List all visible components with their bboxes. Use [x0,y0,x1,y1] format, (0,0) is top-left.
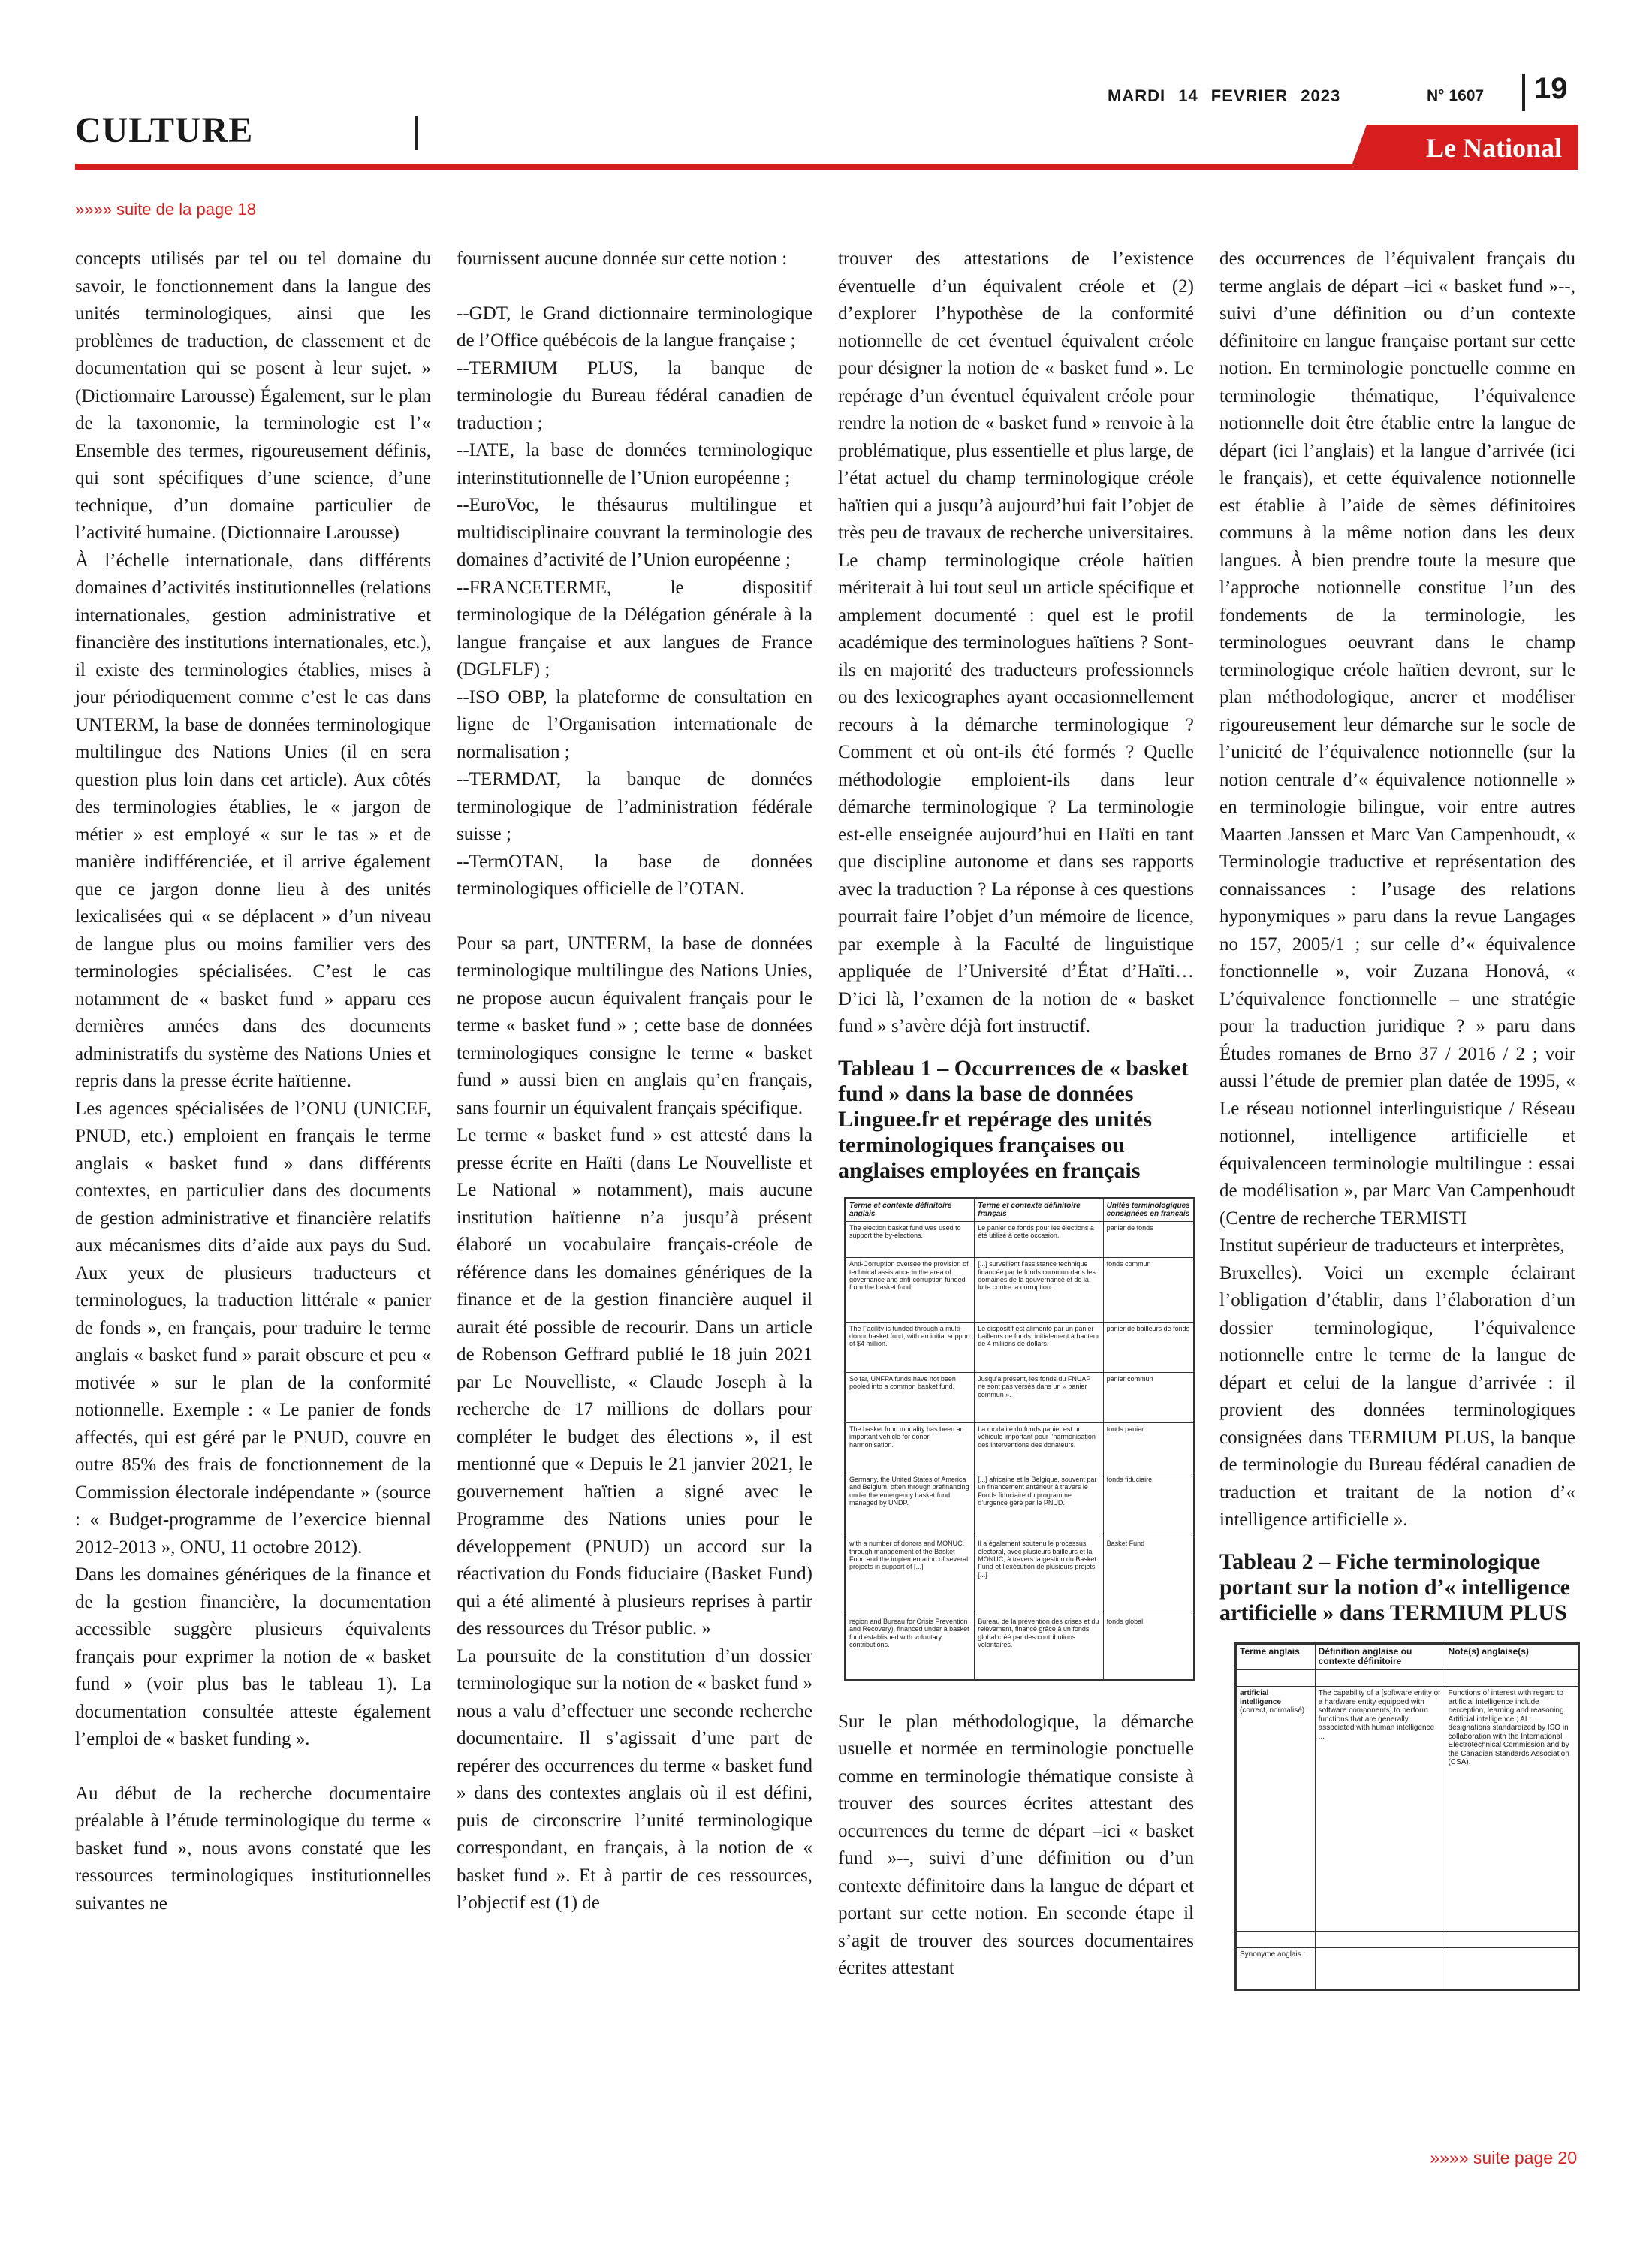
table-row [846,1422,1194,1473]
french-term-cell: panier de fonds [1103,1221,1193,1258]
paragraph-gap [75,1754,431,1781]
english-context-cell: So far, UNFPA funds have not been pooled into a common basket fund. [846,1372,975,1422]
table-header-cell: Terme anglais [1237,1644,1316,1670]
table-header-cell: Terme et contexte définitoire français [975,1199,1103,1221]
table-1-figure [844,1197,1195,1681]
resource-item: --EuroVoc, le thésaurus multilingue et multidisciplinaire couvrant la terminologie des domaines d’activité de l’Union européenne ; [457,495,812,570]
french-term-cell: panier de bailleurs de fonds [1103,1322,1193,1372]
english-context-cell: with a number of donors and MONUC, through management of the Basket Fund and the implementation of several projects in support of [...] [846,1537,975,1615]
empty-cell [1237,1931,1316,1947]
table-header-row [1237,1644,1578,1670]
paragraph: Dans les domaines génériques de la finance et de la gestion financière, la documentation accessible suggère plusieurs équivalents français pour exprimer la notion de « basket fund » (voir plus bas le tableau 1). La documentation consultée atteste également l’emploi de « basket funding ». [75,1564,431,1749]
paragraph: des occurrences de l’équivalent français du terme anglais de départ –ici « basket fund »--, suivi d’une définition ou d’un contexte définitoire en langue française portant sur cette notion. En terminologie ponctuelle comme en terminologie thématique, l’équivalence notionnelle doit être établie entre la langue de départ (ici l’anglais) et la langue d’arrivée (ici le français), et cette équivalence notionnelle est établie à l’aide de sèmes définitoires communs à la même notion dans les deux langues. À bien prendre toute la mesure que l’approche notionnelle constitue l’un des fondements de la terminologie, les terminologues oeuvrant dans le champ terminologique créole haïtien devront, sur le plan méthodologique, ancrer et modéliser rigoureusement leur démarche sur le socle de l’unicité de l’équivalence notionnelle (sur la notion centrale d’« équivalence notionnelle » en terminologie bilingue, voir entre autres Maarten Janssen et Marc Van Campenhoudt, « Terminologie traductive et représentation des connaissances : l’usage des relations hyponymiques » paru dans la revue Langages no 157, 2005/1 ; sur celle d’« équivalence fonctionnelle », voir Zuzana Honová, « L’équivalence fonctionnelle – une stratégie pour la traduction juridique ? » paru dans Études romanes de Brno 37 / 2016 / 2 ; voir aussi l’étude de premier plan datée de 1995, « Le réseau notionnel interlinguistique / Réseau notionnel, intelligence artificielle et équivalenceen terminologie multilingue : essai de modélisation », par Marc Van Campenhoudt (Centre de recherche TERMISTI [1219,249,1575,1229]
definition-cell: The capability of a [software entity or a hardware entity equipped with software components] to perform functions that are generally associated with human intelligence ... [1315,1687,1445,1932]
issue-number: N° 1607 [1427,87,1485,104]
english-context-cell: The election basket fund was used to support the by-elections. [846,1221,975,1258]
page-number: 19 [1534,72,1568,105]
empty-cell [1315,1670,1445,1687]
article-column-3 [838,246,1194,1983]
french-context-cell: [...] africaine et la Belgique, souvent par un financement antérieur à travers le Fonds fiduciaire du programme d’urgence géré par le PNUD. [975,1473,1103,1537]
paragraph: concepts utilisés par tel ou tel domaine du savoir, le fonctionnement dans la langue des unités terminologiques, ainsi que les problèmes de traduction, de classement et de documentation qui se posent à leur sujet. » (Dictionnaire Larousse) Également, sur le plan de la taxonomie, la terminologie est l’« Ensemble des termes, rigoureusement définis, qui sont spécifiques d’une science, d’une technique, d’un domaine particulier de l’activité humaine. (Dictionnaire Larousse) [75,249,431,543]
article-column-4 [1219,246,1575,1991]
empty-cell [1445,1947,1578,1989]
french-context-cell: Jusqu’à présent, les fonds du FNUAP ne sont pas versés dans un « panier commun ». [975,1372,1103,1422]
french-context-cell: Le panier de fonds pour les élections a été utilisé à cette occasion. [975,1221,1103,1258]
table-header-cell: Unités terminologiques consignées en français [1103,1199,1193,1221]
table-1 [846,1199,1194,1680]
french-term-cell: fonds commun [1103,1258,1193,1322]
english-context-cell: The Facility is funded through a multi-donor basket fund, with an initial support of $4 million. [846,1322,975,1372]
table-row [846,1372,1194,1422]
english-context-cell: The basket fund modality has been an important vehicle for donor harmonisation. [846,1422,975,1473]
table-header-row [846,1199,1194,1221]
table-header-cell: Définition anglaise ou contexte définitoire [1315,1644,1445,1670]
french-term-cell: fonds fiduciaire [1103,1473,1193,1537]
french-context-cell: La modalité du fonds panier est un véhicule important pour l’harmonisation des interventions des donateurs. [975,1422,1103,1473]
term-cell [1237,1687,1316,1932]
empty-cell [1237,1670,1316,1687]
article-column-1 [75,246,431,1917]
empty-cell [1445,1670,1578,1687]
empty-cell [1315,1931,1445,1947]
table-row [846,1473,1194,1537]
table-row [846,1258,1194,1322]
french-term-cell: panier commun [1103,1372,1193,1422]
table-2-caption: Tableau 2 – Fiche terminologique portant sur la notion d’« intelligence artificielle » dans TERMIUM PLUS [1219,1549,1570,1625]
resource-item: --IATE, la base de données terminologique interinstitutionnelle de l’Union européenne ; [457,440,812,488]
page-number-divider [1522,74,1525,111]
french-context-cell: Bureau de la prévention des crises et du relèvement, financé grâce à un fonds global créé par des contributions volontaires. [975,1615,1103,1679]
title-divider [415,116,418,150]
table-1-caption: Tableau 1 – Occurrences de « basket fund » dans la base de données Linguee.fr et repérage des unités terminologiques françaises ou anglaises employées en français [838,1055,1189,1183]
table-row [1237,1670,1578,1687]
resource-item: --FRANCETERME, le dispositif terminologique de la Délégation générale à la langue française et aux langues de France (DGLFLF) ; [457,577,812,680]
table-row [846,1615,1194,1679]
french-term-cell: fonds global [1103,1615,1193,1679]
resource-item: --TERMIUM PLUS, la banque de terminologie du Bureau fédéral canadien de traduction ; [457,357,812,433]
empty-cell [1445,1931,1578,1947]
continued-to-link[interactable]: »»»» suite page 20 [1430,2148,1577,2167]
english-context-cell: Germany, the United States of America and Belgium, often through prefinancing under the emergency basket fund managed by UNDP. [846,1473,975,1537]
paragraph: Le terme « basket fund » est attesté dans la presse écrite en Haïti (dans Le Nouvelliste et Le National » notamment), mais aucune institution haïtienne n’a jusqu’à présent élaboré un vocabulaire français-créole de référence dans les domaines génériques de la finance et de la gestion financière auquel il aurait été possible de recourir. Dans un article de Robenson Geffrard publié le 18 juin 2021 par Le Nouvelliste, « Claude Joseph à la recherche de 17 millions de dollars pour compléter le budget des élections », il est mentionné que « Depuis le 21 janvier 2021, le gouvernement haïtien a signé avec le Programme des Nations unies pour le développement (PNUD) un accord sur la réactivation du Fonds fiduciaire (Basket Fund) qui a été alimenté à plusieurs reprises à partir des ressources du Trésor public. » [457,1125,812,1639]
paragraph: À l’échelle internationale, dans différents domaines d’activités institutionnelles (relations internationales, gestion administrative et financière des institutions internationales, etc.), il existe des terminologies établies, mises à jour périodiquement comme c’est le cas dans UNTERM, la base de données terminologique multilingue des Nations Unies (il en sera question plus loin dans cet article). Aux côtés des terminologies établies, le « jargon de métier » est employé « sur le tas » et de manière indifférenciée, et il arrive également que ce jargon donne lieu à des unités lexicalisées qui « se déplacent » d’un niveau de langue plus ou moins familier vers des terminologies spécialisées. C’est le cas notamment de « basket fund » apparu ces dernières années dans des documents administratifs du système des Nations Unies et repris dans la presse écrite haïtienne. [75,550,431,1091]
french-term-cell: Basket Fund [1103,1537,1193,1615]
resource-item: --ISO OBP, la plateforme de consultation en ligne de l’Organisation internationale de normalisation ; [457,686,812,762]
article-column-2 [457,246,812,1917]
english-context-cell: region and Bureau for Crisis Prevention and Recovery), financed under a basket fund established with voluntary contributions. [846,1615,975,1679]
paragraph: Au début de la recherche documentaire préalable à l’étude terminologique du terme « basket fund », nous avons constaté que les ressources terminologiques institutionnelles suivantes ne [75,1783,431,1914]
term-name: artificial intelligence [1240,1689,1282,1706]
paragraph: Institut supérieur de traducteurs et interprètes, [1219,1235,1565,1256]
french-term-cell: fonds panier [1103,1422,1193,1473]
english-context-cell: Anti-Corruption oversee the provision of technical assistance in the area of governance and anti-corruption funded from the basket fund. [846,1258,975,1322]
table-header-cell: Note(s) anglaise(s) [1445,1644,1578,1670]
table-row [1237,1687,1578,1932]
paragraph: La poursuite de la constitution d’un dossier terminologique sur la notion de « basket fund » nous a valu d’effectuer une seconde recherche documentaire. Il s’agissait d’une part de repérer des occurrences du terme « basket fund » dans des contextes anglais où il est défini, puis de circonscrire l’unité terminologique correspondant, en français, à la notion de « basket fund ». Et à partir de ces ressources, l’objectif est (1) de [457,1645,812,1913]
table-2 [1236,1644,1578,1989]
brand-name: Le National [1425,133,1562,163]
paragraph: fournissent aucune donnée sur cette notion : [457,249,788,269]
paragraph: Pour sa part, UNTERM, la base de données terminologique multilingue des Nations Unies, ne propose aucun équivalent français pour le terme « basket fund » ; cette base de données terminologiques consigne le terme « basket fund » aussi bien en anglais qu’en français, sans fournir un équivalent français spécifique. [457,933,812,1118]
paragraph: Les agences spécialisées de l’ONU (UNICEF, PNUD, etc.) emploient en français le terme anglais « basket fund » dans différents contextes, en particulier dans des documents de gestion administrative et financière relatifs aux mécanismes dits d’aide aux pays du Sud. Aux yeux de plusieurs traducteurs et terminologues, la traduction littérale « panier de fonds », en français, pour traduire le terme anglais « basket fund » parait obscure et peu « motivée » sur le plan de la conformité notionnelle. Exemple : « Le panier de fonds affectés, qui est géré par le PNUD, couvre en outre 85% des frais de fonctionnement de la Commission électorale indépendante » (source : « Budget-programme de l’exercice biennal 2012-2013 », ONU, 11 octobre 2012). [75,1098,431,1558]
paragraph-gap [838,1681,1194,1709]
empty-cell [1315,1947,1445,1989]
paragraph: Bruxelles). Voici un exemple éclairant l’obligation d’établir, dans l’élaboration d’un dossier terminologique, l’équivalence notionnelle entre le terme de la langue de départ et celui de la langue d’arrivée : il provient des données terminologiques consignées dans TERMIUM PLUS, la banque de terminologie du Bureau fédéral canadien de traduction et traitant de la notion d’« intelligence artificielle ». [1219,1262,1575,1530]
paragraph-gap [457,903,812,930]
term-status: (correct, normalisé) [1240,1706,1305,1715]
french-context-cell: [...] surveillent l’assistance technique financée par le fonds commun dans les domaines de la gouvernance et de la lutte contre la corruption. [975,1258,1103,1322]
table-row [1237,1931,1578,1947]
notes-cell: Functions of interest with regard to artificial intelligence include perception, learning and reasoning. Artificial intelligence ; AI : designations standardized by ISO in collaboration with the International Electrotechnical Commission and by the Canadian Standards Association (CSA). [1445,1687,1578,1932]
table-row [846,1221,1194,1258]
table-row [846,1322,1194,1372]
table-header-cell: Terme et contexte définitoire anglais [846,1199,975,1221]
synonym-label-cell: Synonyme anglais : [1237,1947,1316,1989]
table-row [1237,1947,1578,1989]
paragraph: Sur le plan méthodologique, la démarche usuelle et normée en terminologie ponctuelle comme en terminologie thématique consiste à trouver des sources écrites attestant des occurrences du terme de départ –ici « basket fund »--, suivi d’une définition ou d’un contexte définitoire dans la langue de départ et portant sur cette notion. En seconde étape il s’agit de trouver des sources documentaires écrites attestant [838,1711,1194,1978]
paragraph: trouver des attestations de l’existence éventuelle d’un équivalent créole et (2) d’explorer l’hypothèse de la conformité notionnelle de cet éventuel équivalent créole pour désigner la notion de « basket fund ». Le repérage d’un éventuel équivalent créole pour rendre la notion de « basket fund » renvoie à la problématique, plus essentielle et plus large, de l’état actuel du champ terminologique créole haïtien qui a jusqu’à aujourd’hui fait l’objet de très peu de travaux de recherche universitaires. Le champ terminologique créole haïtien mériterait à lui tout seul un article spécifique et amplement documenté : quel est le profil académique des terminologues haïtiens ? Sont-ils en majorité des traducteurs professionnels ou des lexicographes ayant occasionnellement recours à la démarche terminologique ? Comment et où ont-ils été formés ? Quelle méthodologie emploient-ils dans leur démarche terminologique ? La terminologie est-elle enseignée aujourd’hui en Haïti en tant que discipline autonome et dans ses rapports avec la traduction ? La réponse à ces questions pourrait faire l’objet d’un mémoire de licence, par exemple à la Faculté de linguistique appliquée de l’Université d’État d’Haïti… D’ici là, l’examen de la notion de « basket fund » s’avère déjà fort instructif. [838,249,1194,1036]
french-context-cell: Le dispositif est alimenté par un panier bailleurs de fonds, initialement à hauteur de 4 millions de dollars. [975,1322,1103,1372]
continued-from-link[interactable]: »»»» suite de la page 18 [75,200,256,219]
table-2-figure [1234,1642,1580,1991]
header-rule [75,164,1578,170]
paragraph-gap [457,273,812,300]
table-row [846,1537,1194,1615]
french-context-cell: Il a également soutenu le processus électoral, avec plusieurs bailleurs et la MONUC, à travers la gestion du Basket Fund et l’exécution de plusieurs projets [...] [975,1537,1103,1615]
resource-item: --TermOTAN, la base de données terminologiques officielle de l’OTAN. [457,851,812,899]
issue-date: MARDI 14 FEVRIER 2023 [1108,86,1341,105]
resource-item: --GDT, le Grand dictionnaire terminologique de l’Office québécois de la langue française ; [457,303,812,351]
section-title: CULTURE [75,110,254,150]
resource-item: --TERMDAT, la banque de données terminologique de l’administration fédérale suisse ; [457,769,812,844]
